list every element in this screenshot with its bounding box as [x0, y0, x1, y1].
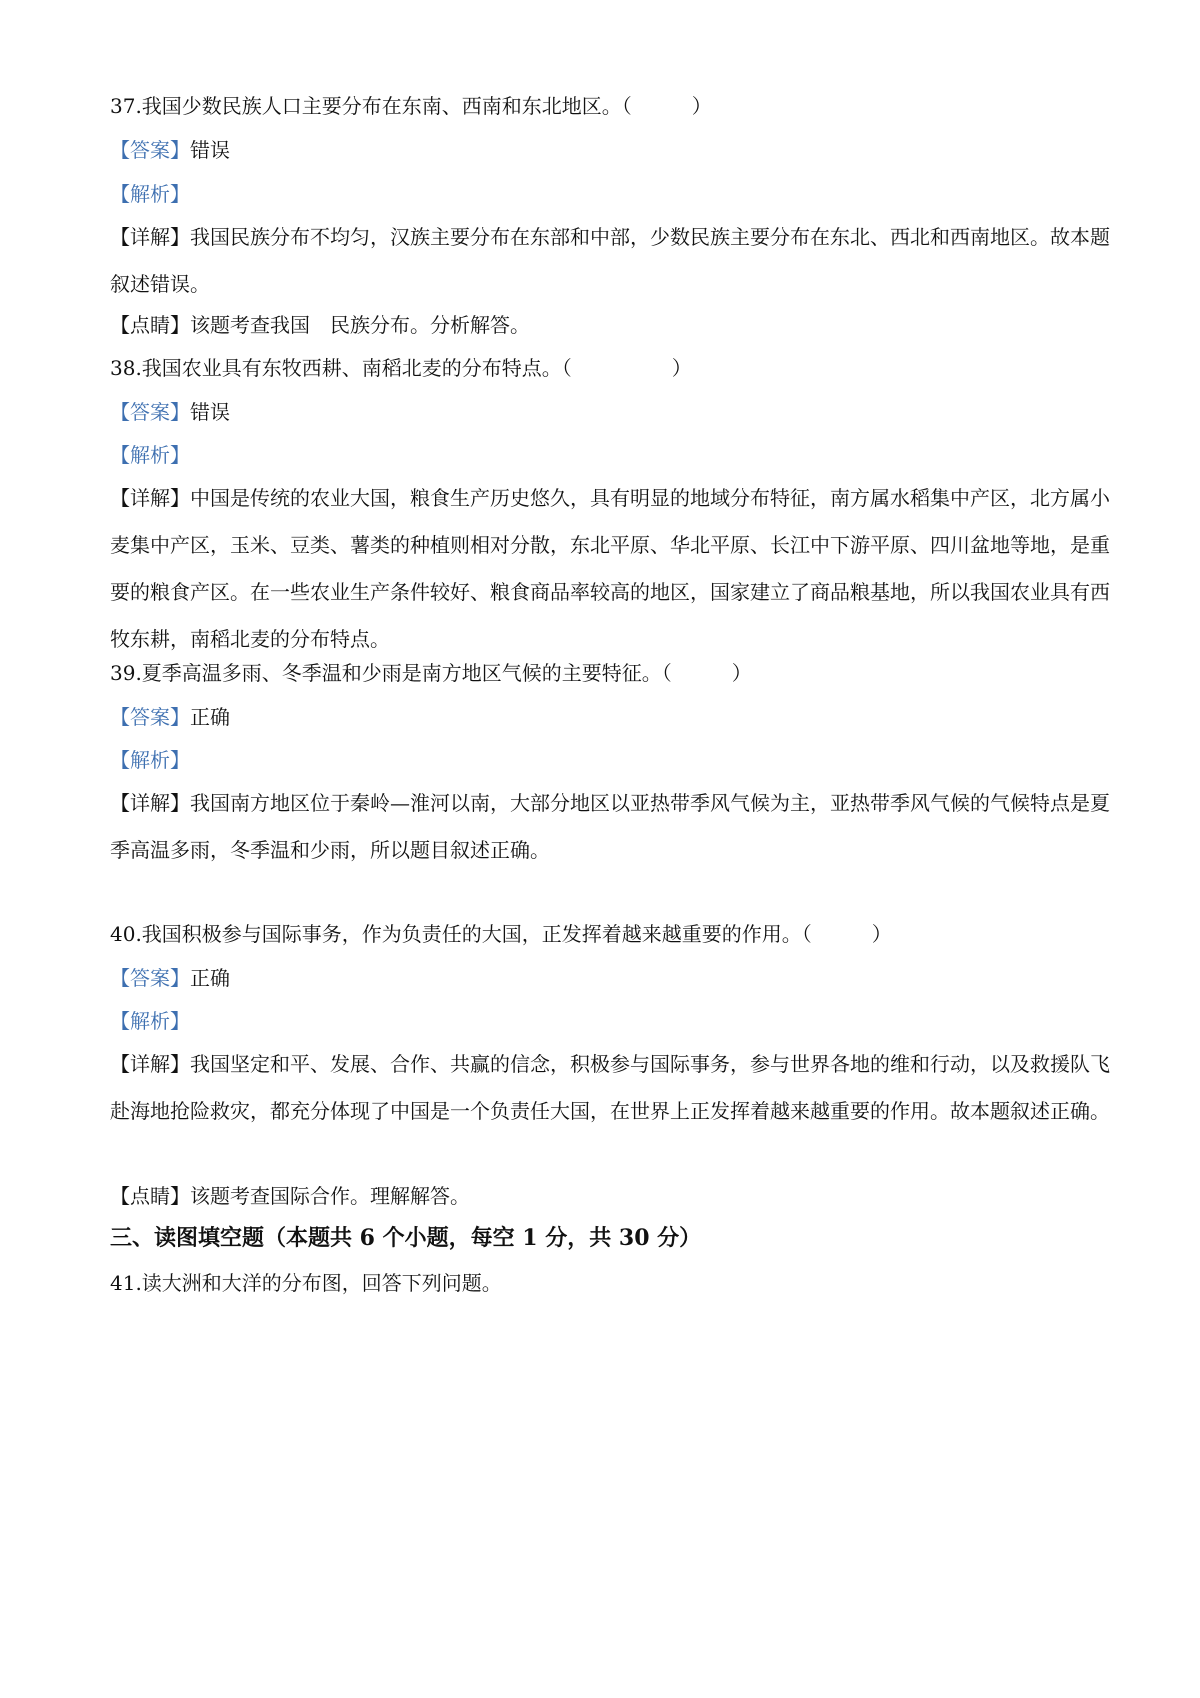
comment-tag: 【点睛】	[110, 313, 190, 337]
question-39-stem: 39.夏季高温多雨、冬季温和少雨是南方地区气候的主要特征。（ ）	[110, 661, 752, 685]
question-40-detail	[110, 1041, 1110, 1135]
question-40-analysis-tag: 【解析】	[110, 1009, 190, 1033]
detail-tag: 【详解】	[110, 486, 190, 510]
answer-value: 正确	[190, 705, 230, 729]
answer-value: 错误	[190, 138, 230, 162]
question-37-answer	[110, 138, 1110, 162]
comment-text: 该题考查我国 民族分布。分析解答。	[190, 313, 530, 337]
section-heading: 三、读图填空题（本题共 6 个小题，每空 1 分，共 30 分）	[110, 1225, 702, 1251]
question-37-analysis-tag: 【解析】	[110, 182, 190, 206]
detail-text: 我国坚定和平、发展、合作、共赢的信念，积极参与国际事务，参与世界各地的维和行动，以及救援队飞赴海地抢险救灾，都充分体现了中国是一个负责任大国，在世界上正发挥着越来越重要的作用。故本题叙述正确。	[110, 1052, 1110, 1123]
detail-tag: 【详解】	[110, 1052, 190, 1076]
answer-tag: 【答案】	[110, 400, 190, 424]
answer-value: 正确	[190, 966, 230, 990]
question-39-answer	[110, 705, 1110, 729]
detail-text: 我国民族分布不均匀，汉族主要分布在东部和中部，少数民族主要分布在东北、西北和西南地区。故本题叙述错误。	[110, 225, 1110, 296]
detail-text: 中国是传统的农业大国，粮食生产历史悠久，具有明显的地域分布特征，南方属水稻集中产区，北方属小麦集中产区，玉米、豆类、薯类的种植则相对分散，东北平原、华北平原、长江中下游平原、四川盆地等地，是重要的粮食产区。在一些农业生产条件较好、粮食商品率较高的地区，国家建立了商品粮基地，所以我国农业具有西牧东耕，南稻北麦的分布特点。	[110, 486, 1110, 651]
question-40-stem: 40.我国积极参与国际事务，作为负责任的大国，正发挥着越来越重要的作用。（ ）	[110, 922, 892, 946]
question-41-stem: 41.读大洲和大洋的分布图，回答下列问题。	[110, 1271, 502, 1295]
question-40-answer	[110, 966, 1110, 990]
detail-text: 我国南方地区位于秦岭—淮河以南，大部分地区以亚热带季风气候为主，亚热带季风气候的气候特点是夏季高温多雨，冬季温和少雨，所以题目叙述正确。	[110, 791, 1110, 862]
answer-tag: 【答案】	[110, 966, 190, 990]
question-38-stem: 38.我国农业具有东牧西耕、南稻北麦的分布特点。（ ）	[110, 356, 692, 380]
question-37-stem: 37.我国少数民族人口主要分布在东南、西南和东北地区。（ ）	[110, 94, 712, 118]
comment-tag: 【点睛】	[110, 1184, 190, 1208]
question-37-comment	[110, 313, 1110, 337]
question-39-analysis-tag: 【解析】	[110, 748, 190, 772]
detail-tag: 【详解】	[110, 225, 190, 249]
question-39-detail	[110, 780, 1110, 874]
answer-value: 错误	[190, 400, 230, 424]
comment-text: 该题考查国际合作。理解解答。	[190, 1184, 470, 1208]
question-38-detail	[110, 475, 1110, 663]
question-38-analysis-tag: 【解析】	[110, 443, 190, 467]
question-38-answer	[110, 400, 1110, 424]
question-40-comment	[110, 1184, 1110, 1208]
answer-tag: 【答案】	[110, 705, 190, 729]
detail-tag: 【详解】	[110, 791, 190, 815]
answer-tag: 【答案】	[110, 138, 190, 162]
question-37-detail	[110, 214, 1110, 308]
